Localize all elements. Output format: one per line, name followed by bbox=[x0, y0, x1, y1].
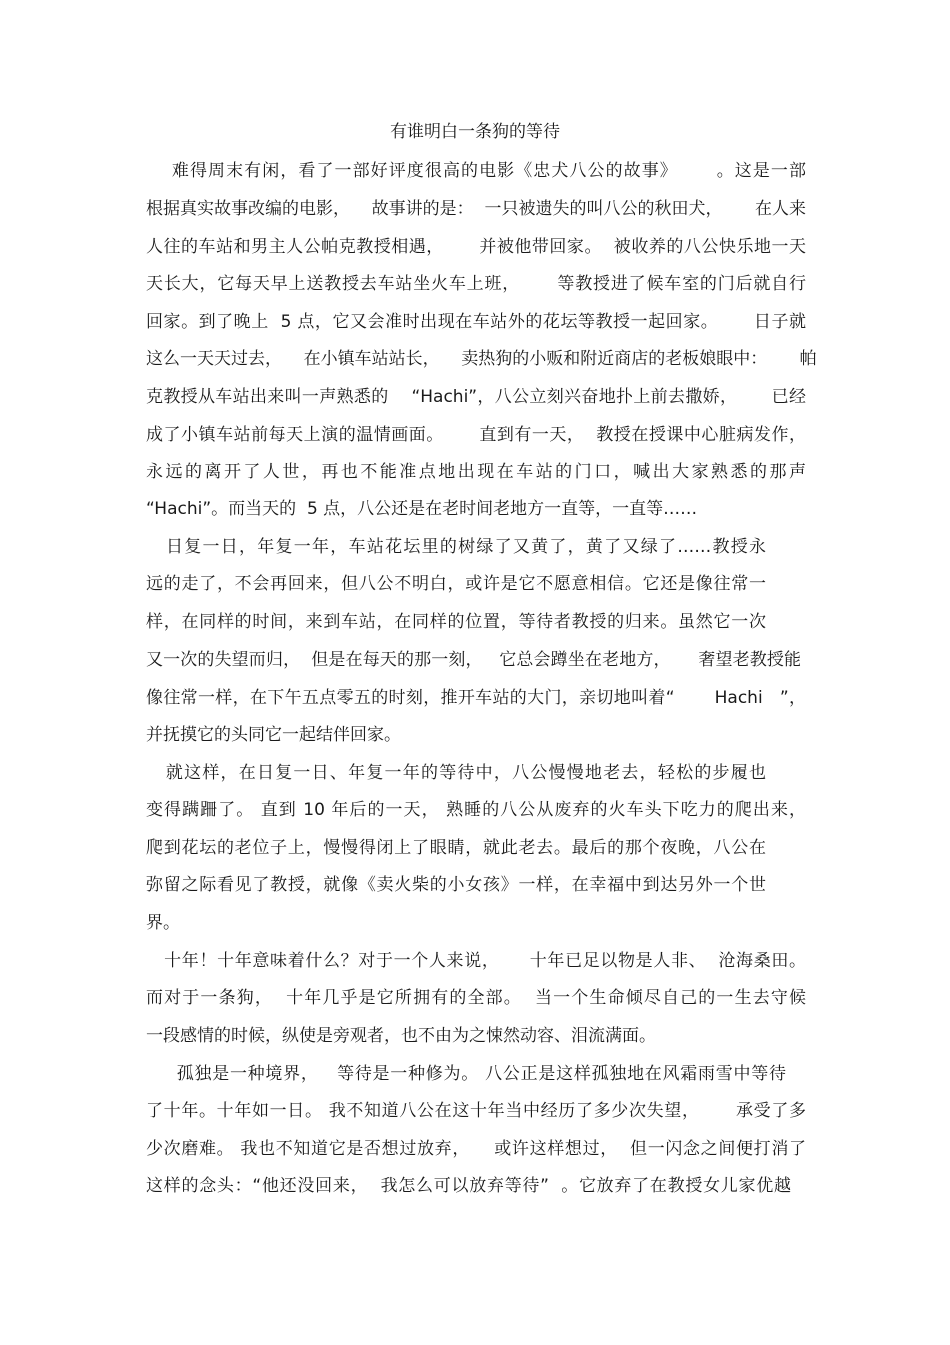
text-line: 根据真实故事改编的电影， 故事讲的是： 一只被遗失的叫八公的秋田犬， 在人来 bbox=[146, 199, 806, 219]
text-line: 成了小镇车站前每天上演的温情画面。 直到有一天， 教授在授课中心脏病发作， bbox=[146, 425, 806, 445]
text-line: 这样的念头：“他还没回来， 我怎么可以放弃等待” 。它放弃了在教授女儿家优越 bbox=[146, 1176, 791, 1196]
text-line: 回家。到了晚上 5 点，它又会准时出现在车站外的花坛等教授一起回家。 日子就 bbox=[146, 312, 806, 332]
text-line: 少次磨难。 我也不知道它是否想过放弃， 或许这样想过， 但一闪念之间便打消了 bbox=[146, 1139, 806, 1159]
text-line: 永远的离开了人世，再也不能准点地出现在车站的门口，喊出大家熟悉的那声 bbox=[146, 462, 806, 482]
text-line: 克教授从车站出来叫一声熟悉的 “Hachi”，八公立刻兴奋地扑上前去撒娇， 已经 bbox=[146, 387, 806, 407]
text-line: 而对于一条狗， 十年几乎是它所拥有的全部。 当一个生命倾尽自己的一生去守候 bbox=[146, 988, 806, 1008]
document-title: 有谁明白一条狗的等待 bbox=[390, 122, 560, 142]
text-line: 日复一日，年复一年，车站花坛里的树绿了又黄了，黄了又绿了……教授永 bbox=[146, 537, 766, 557]
text-line: 一段感情的时候，纵使是旁观者，也不由为之悚然动容、泪流满面。 bbox=[146, 1026, 656, 1046]
text-line: 界。 bbox=[146, 913, 180, 933]
text-line: 孤独是一种境界， 等待是一种修为。 八公正是这样孤独地在风霜雨雪中等待 bbox=[146, 1064, 786, 1084]
text-line: 爬到花坛的老位子上，慢慢得闭上了眼睛，就此老去。最后的那个夜晚，八公在 bbox=[146, 838, 766, 858]
text-line: 又一次的失望而归， 但是在每天的那一刻， 它总会蹲坐在老地方， 奢望老教授能 bbox=[146, 650, 801, 670]
text-line: 十年！十年意味着什么？对于一个人来说， 十年已足以物是人非、 沧海桑田。 bbox=[146, 951, 806, 971]
text-line: 了十年。十年如一日。 我不知道八公在这十年当中经历了多少次失望， 承受了多 bbox=[146, 1101, 806, 1121]
text-line: 变得蹒跚了。 直到 10 年后的一天， 熟睡的八公从废弃的火车头下吃力的爬出来， bbox=[146, 800, 806, 820]
text-line: 人往的车站和男主人公帕克教授相遇， 并被他带回家。 被收养的八公快乐地一天 bbox=[146, 237, 806, 257]
text-line: 天长大，它每天早上送教授去车站坐火车上班， 等教授进了候车室的门后就自行 bbox=[146, 274, 806, 294]
text-line: 难得周末有闲，看了一部好评度很高的电影《忠犬八公的故事》 。这是一部 bbox=[146, 161, 806, 181]
text-line: “Hachi”。而当天的 5 点，八公还是在老时间老地方一直等，一直等…… bbox=[146, 499, 698, 519]
text-line: 样，在同样的时间，来到车站，在同样的位置，等待者教授的归来。虽然它一次 bbox=[146, 612, 766, 632]
text-line: 像往常一样，在下午五点零五的时刻，推开车站的大门，亲切地叫着“ Hachi ”， bbox=[146, 688, 806, 708]
text-line: 这么一天天过去， 在小镇车站站长， 卖热狗的小贩和附近商店的老板娘眼中： 帕 bbox=[146, 349, 817, 369]
text-line: 就这样，在日复一日、年复一年的等待中，八公慢慢地老去，轻松的步履也 bbox=[146, 763, 766, 783]
text-line: 弥留之际看见了教授，就像《卖火柴的小女孩》一样，在幸福中到达另外一个世 bbox=[146, 875, 766, 895]
text-line: 并抚摸它的头同它一起结伴回家。 bbox=[146, 725, 401, 745]
text-line: 远的走了，不会再回来，但八公不明白，或许是它不愿意相信。它还是像往常一 bbox=[146, 574, 766, 594]
